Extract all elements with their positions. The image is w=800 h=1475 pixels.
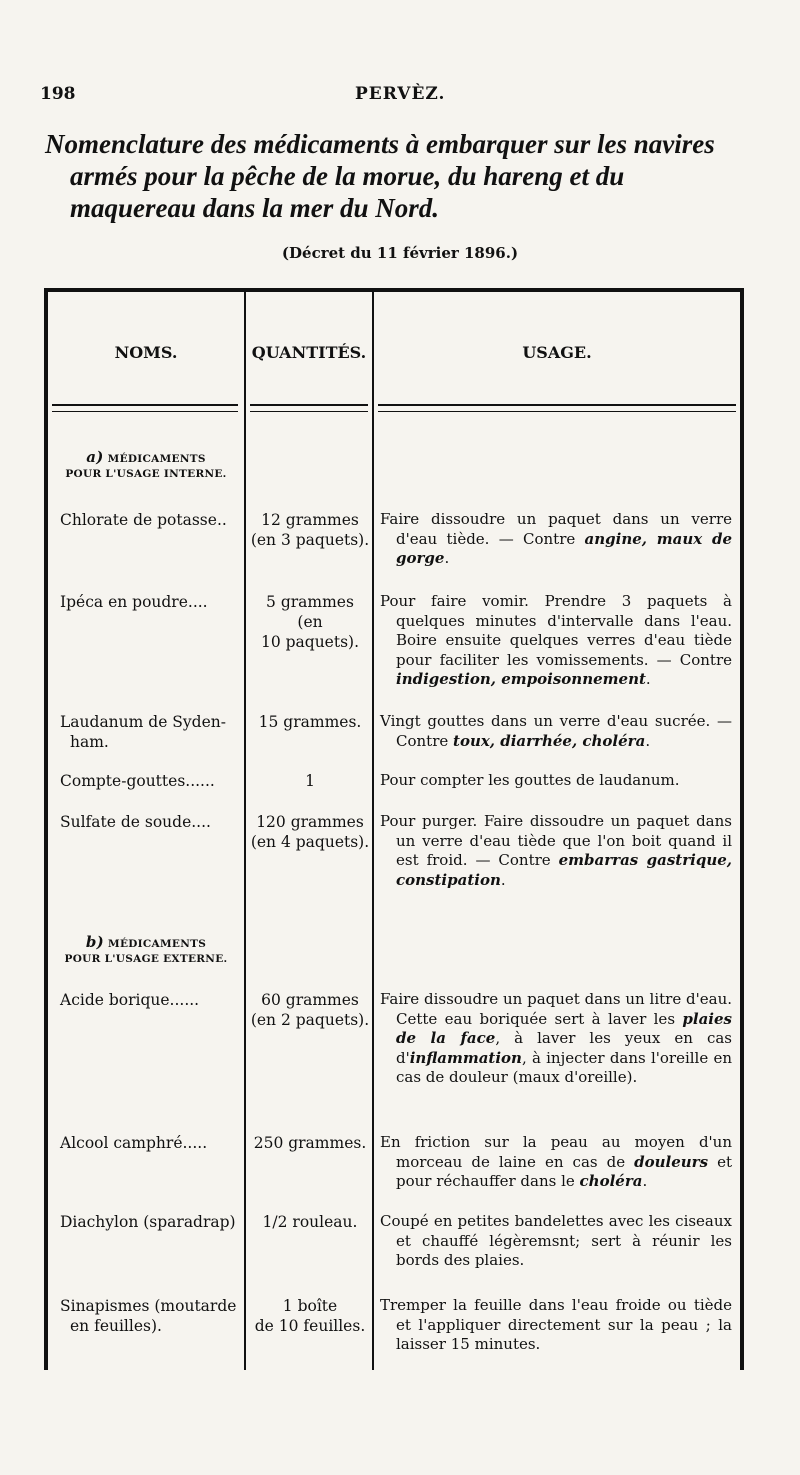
medication-name — [60, 1133, 242, 1153]
qty-line: 1/2 rouleau. — [262, 1213, 358, 1231]
usage-text: Pour purger. Faire dissoudre un paquet dans un verre d'eau tiède que l'on boit quand il est froid. — Contre — [380, 812, 732, 869]
medication-quantity — [248, 812, 372, 852]
usage-emphasis: douleurs — [634, 1152, 709, 1171]
name-line: Alcool camphré..... — [60, 1134, 208, 1152]
section-heading-internal — [48, 450, 244, 482]
medication-usage — [380, 712, 732, 751]
usage-emphasis: choléra — [579, 1172, 643, 1190]
usage-emphasis: embarras gastrique, constipation — [396, 851, 732, 889]
qty-line: 12 grammes — [261, 511, 359, 529]
name-line: Diachylon (sparadrap) — [60, 1213, 236, 1231]
medication-usage — [380, 1296, 732, 1355]
medication-usage — [380, 990, 732, 1088]
usage-text: . — [444, 549, 450, 567]
section-line: MÉDICAMENTS — [107, 453, 206, 465]
medication-quantity — [248, 1296, 372, 1336]
qty-line: 15 grammes. — [258, 713, 362, 731]
section-heading-external — [48, 935, 244, 967]
medication-quantity — [248, 510, 372, 550]
column-header-quantites: QUANTITÉS. — [251, 343, 367, 362]
qty-line: 120 grammes — [256, 813, 364, 831]
medication-name — [60, 771, 242, 791]
section-line: POUR L'USAGE INTERNE. — [65, 468, 227, 480]
qty-line: 1 — [305, 772, 315, 790]
name-line: Ipéca en poudre.... — [60, 593, 208, 611]
column-divider — [244, 292, 246, 1370]
usage-text: Pour compter les gouttes de laudanum. — [380, 771, 680, 789]
usage-text: . — [645, 731, 651, 750]
qty-line: 1 boîte — [282, 1297, 338, 1315]
header-rule — [52, 411, 238, 412]
medication-usage — [380, 1133, 732, 1192]
header-rule — [250, 411, 368, 412]
running-header — [40, 84, 760, 108]
decree-reference: (Décret du 11 février 1896.) — [281, 244, 519, 262]
title-line-1: Nomenclature des médicaments à embarquer sur les navires — [45, 129, 715, 159]
usage-emphasis: angine, maux de gorge — [396, 529, 732, 567]
qty-line: (en 3 paquets). — [250, 531, 370, 549]
title-line-2: armés pour la pêche de la morue, du hareng et du — [70, 161, 625, 191]
name-line: Acide borique...... — [60, 991, 200, 1009]
usage-text: . — [642, 1172, 648, 1190]
qty-line: (en 4 paquets). — [250, 833, 370, 851]
medication-quantity — [248, 712, 372, 732]
usage-text: et pour réchauffer dans le — [396, 1152, 732, 1190]
medication-name — [60, 1212, 242, 1232]
usage-text: Tremper la feuille dans l'eau froide ou tiède et l'appliquer directement sur la peau ; la laisser 15 minutes. — [380, 1296, 732, 1353]
qty-line: 5 grammes — [266, 593, 354, 611]
medication-usage — [380, 592, 732, 690]
name-line: Compte-gouttes...... — [60, 772, 215, 790]
section-line: MÉDICAMENTS — [108, 938, 207, 950]
page-number: 198 — [40, 84, 76, 104]
usage-emphasis: indigestion, empoisonnement — [396, 670, 646, 688]
medication-usage — [380, 771, 732, 791]
medication-name — [60, 592, 242, 612]
usage-text: Faire dissoudre un paquet dans un verre d'eau tiède. — Contre — [380, 510, 732, 548]
medication-usage — [380, 510, 732, 569]
medication-name — [60, 712, 242, 752]
name-line: Sinapismes (moutarde — [60, 1297, 237, 1315]
medication-name — [60, 1296, 242, 1336]
table-top-border — [44, 288, 744, 292]
usage-text: Pour faire vomir. Prendre 3 paquets à quelques minutes d'intervalle dans l'eau. Boire ensuite quelques verres d'eau tiède pour faciliter les vomissements. — Contre — [380, 592, 732, 669]
medication-quantity — [248, 771, 372, 791]
qty-line: de 10 feuilles. — [254, 1317, 366, 1335]
medication-quantity — [248, 1133, 372, 1153]
medication-usage — [380, 1212, 732, 1271]
usage-emphasis: plaies de la face — [396, 1009, 732, 1047]
section-letter: a) — [86, 448, 104, 466]
name-line: en feuilles). — [70, 1317, 162, 1335]
column-header-noms: NOMS. — [114, 343, 178, 362]
medication-table — [44, 288, 744, 1370]
name-line: Sulfate de soude.... — [60, 813, 211, 831]
page-title — [45, 128, 755, 224]
medication-quantity — [248, 592, 372, 652]
medication-quantity — [248, 990, 372, 1030]
section-line: POUR L'USAGE EXTERNE. — [64, 953, 228, 965]
medication-usage — [380, 812, 732, 890]
qty-line: 250 grammes. — [253, 1134, 367, 1152]
header-rule — [250, 404, 368, 406]
medication-name — [60, 990, 242, 1010]
usage-emphasis: toux, diarrhée, choléra — [453, 731, 646, 750]
usage-text: Vingt gouttes dans un verre d'eau sucrée. — Contre — [380, 712, 732, 750]
usage-text: , à laver les yeux en cas d' — [396, 1029, 732, 1067]
medication-quantity — [248, 1212, 372, 1232]
qty-line: 60 grammes — [261, 991, 359, 1009]
qty-line: 10 paquets). — [260, 633, 360, 651]
title-line-3: maquereau dans la mer du Nord. — [70, 193, 440, 223]
column-header-usage: USAGE. — [522, 343, 592, 362]
usage-emphasis: inflammation — [409, 1048, 522, 1067]
usage-text: Coupé en petites bandelettes avec les ciseaux et chauffé légèremsnt; sert à réunir les bords des plaies. — [380, 1212, 732, 1269]
medication-name — [60, 812, 242, 832]
column-divider — [372, 292, 374, 1370]
usage-text: En friction sur la peau au moyen d'un morceau de laine en cas de — [380, 1133, 732, 1171]
qty-line: (en 2 paquets). — [250, 1011, 370, 1029]
header-rule — [378, 411, 736, 412]
usage-text: . — [645, 670, 651, 688]
name-line: ham. — [70, 733, 109, 751]
medication-name — [60, 510, 242, 530]
section-letter: b) — [85, 933, 105, 951]
table-right-border — [740, 288, 744, 1370]
name-line: Chlorate de potasse.. — [60, 511, 227, 529]
header-rule — [52, 404, 238, 406]
usage-text: Faire dissoudre un paquet dans un litre d'eau. Cette eau boriquée sert à laver les — [380, 990, 732, 1028]
running-author: PERVÈZ. — [355, 84, 446, 104]
header-rule — [378, 404, 736, 406]
usage-text: . — [500, 870, 506, 889]
usage-text: , à injecter dans l'oreille en cas de douleur (maux d'oreille). — [396, 1048, 732, 1086]
name-line: Laudanum de Syden- — [60, 713, 226, 731]
qty-line: (en — [297, 613, 323, 631]
